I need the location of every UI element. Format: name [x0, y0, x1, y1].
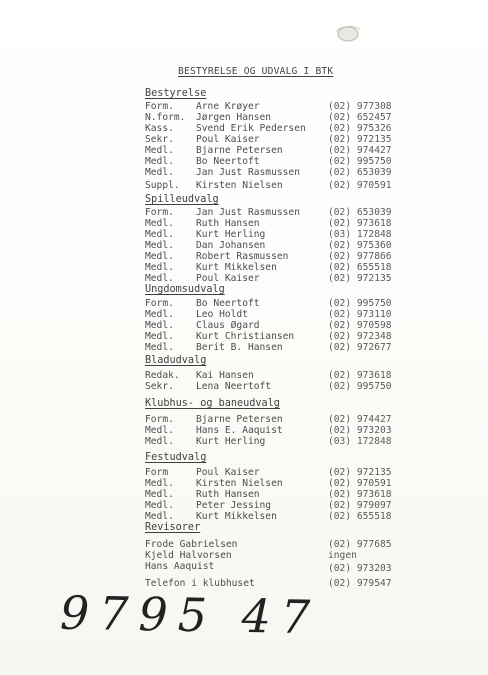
- phone-number: (02) 972135: [328, 467, 392, 478]
- member-name: Arne Krøyer: [196, 101, 260, 112]
- phone-number: (02) 973203: [328, 425, 392, 436]
- punch-hole-mark: [330, 20, 364, 46]
- phone-number: (02) 979097: [328, 500, 392, 511]
- section-heading-revisorer: Revisorer: [145, 522, 201, 533]
- phone-number: (02) 972348: [328, 331, 392, 342]
- member-name: Kai Hansen: [196, 370, 254, 381]
- phone-number: (02) 973203: [328, 563, 392, 574]
- phone-number: (02) 974427: [328, 414, 392, 425]
- member-name: Jan Just Rasmussen: [196, 167, 300, 178]
- phone-number: (02) 995750: [328, 156, 392, 167]
- phone-number: (02) 975360: [328, 240, 392, 251]
- handwritten-number: 9795 47: [59, 585, 321, 645]
- section-heading-bestyrelse: Bestyrelse: [145, 88, 207, 99]
- member-name: Ruth Hansen: [196, 218, 260, 229]
- role: Medl.: [145, 478, 174, 489]
- phone-number: (02) 972677: [328, 342, 392, 353]
- member-name: Poul Kaiser: [196, 273, 260, 284]
- role: Medl.: [145, 251, 174, 262]
- member-name: Bo Neertoft: [196, 156, 260, 167]
- phone-number: (02) 970591: [328, 478, 392, 489]
- role: Medl.: [145, 145, 174, 156]
- role: Medl.: [145, 436, 174, 447]
- member-name: Kirsten Nielsen: [196, 180, 283, 191]
- section-heading-festudvalg: Festudvalg: [145, 452, 207, 463]
- role: N.form.: [145, 112, 186, 123]
- phone-number: (02) 975326: [328, 123, 392, 134]
- role: Medl.: [145, 167, 174, 178]
- phone-number: (02) 973110: [328, 309, 392, 320]
- role: Medl.: [145, 342, 174, 353]
- clubhouse-phone-label: Telefon i klubhuset: [145, 578, 255, 589]
- role: Form: [145, 467, 169, 478]
- phone-number: (02) 970591: [328, 180, 392, 191]
- phone-number: (02) 655518: [328, 511, 392, 522]
- member-name: Bjarne Petersen: [196, 145, 283, 156]
- phone-number: (02) 995750: [328, 298, 392, 309]
- clubhouse-phone-number: (02) 979547: [328, 578, 392, 589]
- member-name: Bo Neertoft: [196, 298, 260, 309]
- phone-number: (02) 655518: [328, 262, 392, 273]
- member-name: Lena Neertoft: [196, 381, 272, 392]
- phone-number: (02) 977308: [328, 101, 392, 112]
- member-name: Jan Just Rasmussen: [196, 207, 300, 218]
- role: Medl.: [145, 425, 174, 436]
- member-name: Kurt Mikkelsen: [196, 511, 277, 522]
- member-name: Kirsten Nielsen: [196, 478, 283, 489]
- role: Medl.: [145, 500, 174, 511]
- member-name: Hans Aaquist: [145, 561, 215, 572]
- role: Form.: [145, 414, 174, 425]
- role: Medl.: [145, 489, 174, 500]
- role: Medl.: [145, 511, 174, 522]
- phone-number: (02) 970598: [328, 320, 392, 331]
- member-name: Bjarne Petersen: [196, 414, 283, 425]
- phone-number: (02) 973618: [328, 218, 392, 229]
- member-name: Dan Johansen: [196, 240, 266, 251]
- member-name: Kurt Herling: [196, 229, 266, 240]
- role: Form.: [145, 298, 174, 309]
- member-name: Jørgen Hansen: [196, 112, 272, 123]
- phone-number: (02) 977685: [328, 539, 392, 550]
- role: Medl.: [145, 331, 174, 342]
- member-name: Kurt Christiansen: [196, 331, 295, 342]
- role: Medl.: [145, 309, 174, 320]
- phone-number: (02) 973618: [328, 489, 392, 500]
- phone-number: (02) 977866: [328, 251, 392, 262]
- role: Sekr.: [145, 381, 174, 392]
- phone-number: (02) 973618: [328, 370, 392, 381]
- phone-number: (02) 652457: [328, 112, 392, 123]
- member-name: Poul Kaiser: [196, 134, 260, 145]
- member-name: Ruth Hansen: [196, 489, 260, 500]
- role: Form.: [145, 101, 174, 112]
- phone-number: (03) 172848: [328, 436, 392, 447]
- role: Sekr.: [145, 134, 174, 145]
- phone-number: (02) 653039: [328, 167, 392, 178]
- role: Suppl.: [145, 180, 180, 191]
- member-name: Robert Rasmussen: [196, 251, 289, 262]
- role: Medl.: [145, 156, 174, 167]
- role: Medl.: [145, 218, 174, 229]
- document-title: BESTYRELSE OG UDVALG I BTK: [178, 66, 334, 77]
- member-name: Hans E. Aaquist: [196, 425, 283, 436]
- member-name: Peter Jessing: [196, 500, 272, 511]
- member-name: Frode Gabrielsen: [145, 539, 238, 550]
- role: Medl.: [145, 273, 174, 284]
- member-name: Kurt Mikkelsen: [196, 262, 277, 273]
- section-heading-bladudvalg: Bladudvalg: [145, 355, 207, 366]
- member-name: Berit B. Hansen: [196, 342, 283, 353]
- role: Medl.: [145, 240, 174, 251]
- role: Redak.: [145, 370, 180, 381]
- member-name: Poul Kaiser: [196, 467, 260, 478]
- phone-number: (02) 995750: [328, 381, 392, 392]
- section-heading-ungdomsudvalg: Ungdomsudvalg: [145, 284, 225, 295]
- member-name: Claus Øgard: [196, 320, 260, 331]
- section-heading-klubhus: Klubhus- og baneudvalg: [145, 398, 280, 409]
- phone-number: (02) 653039: [328, 207, 392, 218]
- phone-number: (02) 972135: [328, 273, 392, 284]
- role: Medl.: [145, 320, 174, 331]
- role: Kass.: [145, 123, 174, 134]
- phone-number: (02) 972135: [328, 134, 392, 145]
- phone-number: (02) 974427: [328, 145, 392, 156]
- member-name: Svend Erik Pedersen: [196, 123, 306, 134]
- phone-number: ingen: [328, 550, 357, 561]
- phone-number: (03) 172848: [328, 229, 392, 240]
- member-name: Kurt Herling: [196, 436, 266, 447]
- member-name: Leo Holdt: [196, 309, 248, 320]
- member-name: Kjeld Halvorsen: [145, 550, 232, 561]
- role: Medl.: [145, 262, 174, 273]
- role: Form.: [145, 207, 174, 218]
- role: Medl.: [145, 229, 174, 240]
- section-heading-spilleudvalg: Spilleudvalg: [145, 194, 219, 205]
